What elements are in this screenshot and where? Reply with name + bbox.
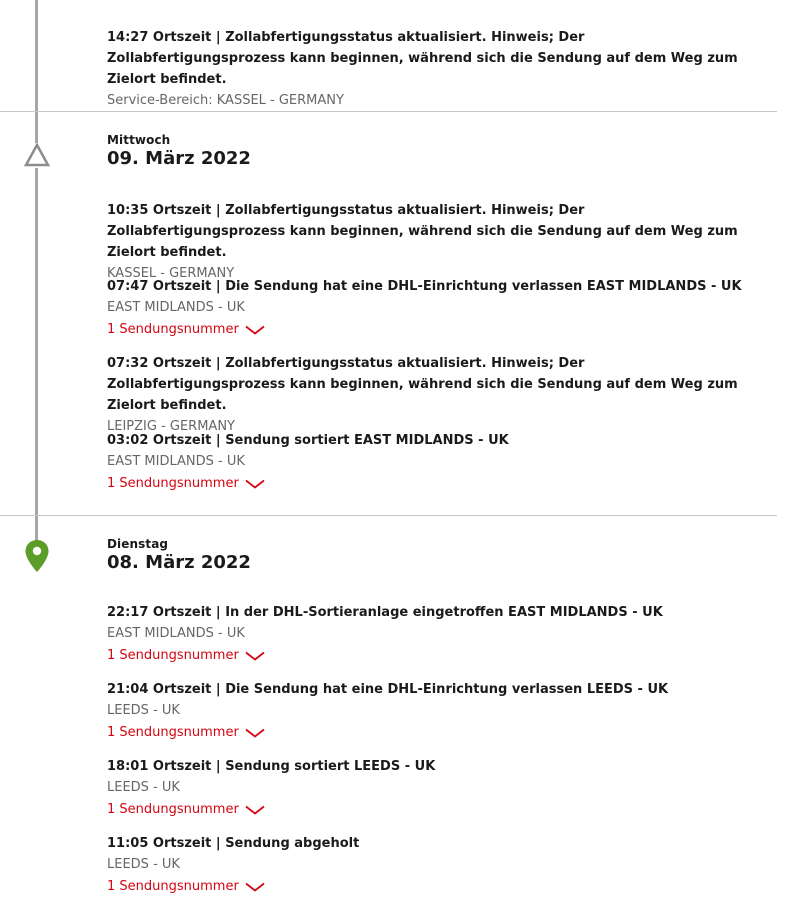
day-weekday: Mittwoch — [107, 133, 171, 147]
day-date: 09. März 2022 — [107, 148, 251, 169]
event-time: 03:02 Ortszeit — [107, 433, 212, 448]
event-message: In der DHL-Sortieranlage eingetroffen EAST MIDLANDS - UK — [225, 605, 663, 620]
day-separator — [0, 515, 777, 516]
tracking-number-label[interactable]: 1 Sendungsnummer — [107, 802, 239, 817]
event-message: Sendung sortiert EAST MIDLANDS - UK — [225, 433, 509, 448]
event-time: 21:04 Ortszeit — [107, 682, 212, 697]
event-location: LEEDS - UK — [107, 780, 180, 795]
tracking-number-label[interactable]: 1 Sendungsnummer — [107, 476, 239, 491]
event-separator: | — [215, 279, 221, 294]
triangle-outline-icon — [23, 142, 51, 168]
map-pin-icon — [24, 539, 50, 573]
day-date: 08. März 2022 — [107, 552, 251, 573]
tracking-number-label[interactable]: 1 Sendungsnummer — [107, 648, 239, 663]
event-location: EAST MIDLANDS - UK — [107, 300, 245, 315]
event-title — [107, 430, 762, 451]
event-separator: | — [215, 605, 221, 620]
tracking-number-toggle[interactable] — [107, 473, 265, 494]
event-title — [107, 833, 762, 854]
event-title — [107, 353, 762, 416]
day-separator — [0, 111, 777, 112]
event-time: 07:47 Ortszeit — [107, 279, 212, 294]
event-message: Zollabfertigungsstatus aktualisiert. Hinweis; Der Zollabfertigungsprozess kann beginnen, während sich die Sendung auf dem Weg zum Zielort befindet. — [107, 356, 738, 413]
event-item — [107, 27, 762, 111]
event-location: Service-Bereich: KASSEL - GERMANY — [107, 93, 344, 108]
day-header — [107, 133, 251, 170]
chevron-down-icon[interactable] — [245, 728, 265, 738]
chevron-down-icon[interactable] — [245, 805, 265, 815]
event-item — [107, 833, 762, 897]
event-location: EAST MIDLANDS - UK — [107, 626, 245, 641]
event-item — [107, 602, 762, 666]
event-time: 11:05 Ortszeit — [107, 836, 212, 851]
timeline-line — [35, 0, 38, 143]
event-time: 07:32 Ortszeit — [107, 356, 212, 371]
chevron-down-icon[interactable] — [245, 882, 265, 892]
tracking-number-toggle[interactable] — [107, 722, 265, 743]
event-time: 14:27 Ortszeit — [107, 30, 212, 45]
event-message: Die Sendung hat eine DHL-Einrichtung verlassen LEEDS - UK — [225, 682, 669, 697]
event-message: Zollabfertigungsstatus aktualisiert. Hinweis; Der Zollabfertigungsprozess kann beginnen, während sich die Sendung auf dem Weg zum Zielort befindet. — [107, 30, 738, 87]
event-location: LEIPZIG - GERMANY — [107, 419, 235, 434]
event-location: KASSEL - GERMANY — [107, 266, 235, 281]
event-title — [107, 756, 762, 777]
event-location: LEEDS - UK — [107, 703, 180, 718]
tracking-number-label[interactable]: 1 Sendungsnummer — [107, 879, 239, 894]
event-separator: | — [215, 433, 221, 448]
day-header — [107, 537, 251, 574]
tracking-number-toggle[interactable] — [107, 319, 265, 340]
tracking-number-label[interactable]: 1 Sendungsnummer — [107, 322, 239, 337]
event-time: 10:35 Ortszeit — [107, 203, 212, 218]
event-separator: | — [215, 30, 221, 45]
event-item — [107, 276, 762, 340]
event-title — [107, 679, 762, 700]
event-message: Sendung abgeholt — [225, 836, 360, 851]
event-separator: | — [215, 759, 221, 774]
event-message: Sendung sortiert LEEDS - UK — [225, 759, 436, 774]
event-item — [107, 430, 762, 494]
event-title — [107, 200, 762, 263]
event-location: LEEDS - UK — [107, 857, 180, 872]
timeline-line — [35, 168, 38, 540]
chevron-down-icon[interactable] — [245, 479, 265, 489]
event-item — [107, 200, 762, 284]
tracking-number-toggle[interactable] — [107, 876, 265, 897]
event-title — [107, 276, 762, 297]
chevron-down-icon[interactable] — [245, 325, 265, 335]
event-item — [107, 353, 762, 437]
tracking-number-toggle[interactable] — [107, 645, 265, 666]
event-separator: | — [215, 356, 221, 371]
event-title — [107, 602, 762, 623]
event-message: Zollabfertigungsstatus aktualisiert. Hinweis; Der Zollabfertigungsprozess kann beginnen, während sich die Sendung auf dem Weg zum Zielort befindet. — [107, 203, 738, 260]
event-message: Die Sendung hat eine DHL-Einrichtung verlassen EAST MIDLANDS - UK — [225, 279, 742, 294]
event-separator: | — [215, 682, 221, 697]
event-item — [107, 679, 762, 743]
event-time: 22:17 Ortszeit — [107, 605, 212, 620]
event-separator: | — [215, 836, 221, 851]
day-weekday: Dienstag — [107, 537, 169, 551]
chevron-down-icon[interactable] — [245, 651, 265, 661]
event-item — [107, 756, 762, 820]
tracking-number-label[interactable]: 1 Sendungsnummer — [107, 725, 239, 740]
event-separator: | — [215, 203, 221, 218]
tracking-number-toggle[interactable] — [107, 799, 265, 820]
event-time: 18:01 Ortszeit — [107, 759, 212, 774]
event-location: EAST MIDLANDS - UK — [107, 454, 245, 469]
event-title — [107, 27, 762, 90]
